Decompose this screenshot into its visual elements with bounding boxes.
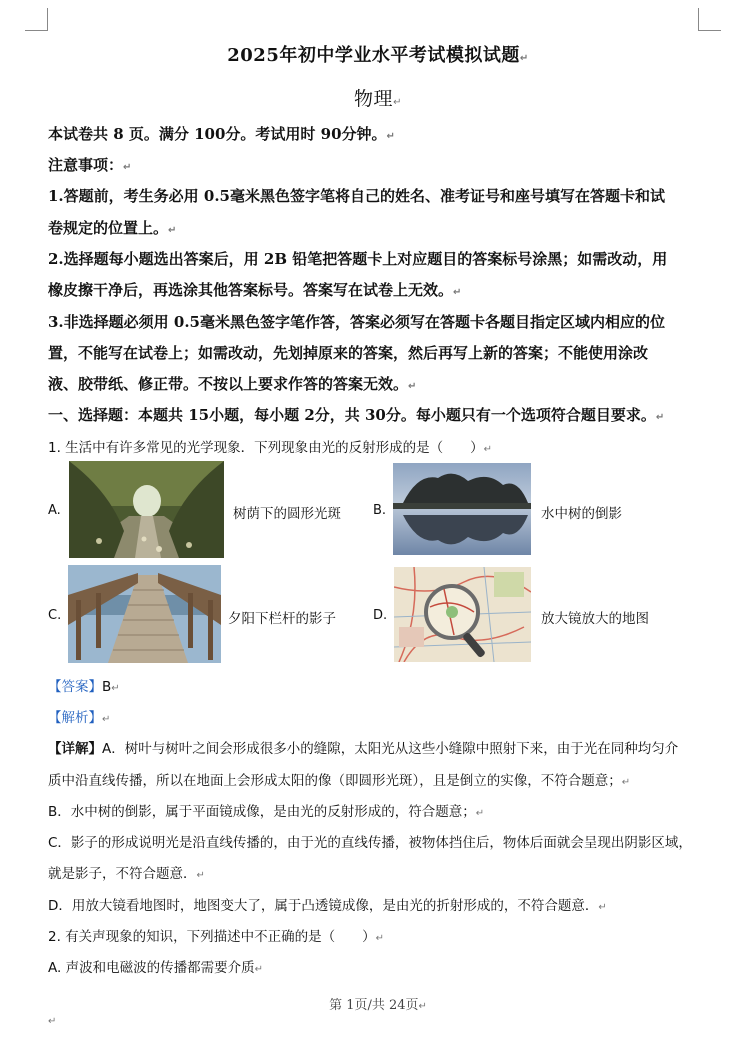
q1-option-d-label: D. [373,608,388,623]
q2-option-a: A. 声波和电磁波的传播都需要介质↵ [48,960,263,976]
detail-a-line-1: 【详解】A．树叶与树叶之间会形成很多小的缝隙，太阳光从这些小缝隙中照射下来，由于光在同种均匀介 [48,741,679,757]
rule-3-line-3: 液、胶带纸、修正带。不按以上要求作答的答案无效。↵ [48,375,417,393]
subject-title: 物理↵ [354,88,402,110]
tree-tunnel-photo [69,461,224,558]
answer-tag: 【答案】 [48,679,102,695]
q2-stem: 2. 有关声现象的知识，下列描述中不正确的是（ ）↵ [48,929,385,945]
q1-option-a-label: A. [48,503,61,518]
q1-answer: 【答案】B↵ [48,679,120,695]
q1-option-b-label: B. [373,503,387,518]
detail-tag: 【详解】 [48,741,102,757]
rule-3-line-1: 3.非选择题必须用 0.5毫米黑色签字笔作答，答案必须写在答题卡各题目指定区域内相应的位 [48,313,665,331]
exam-title: 2025年初中学业水平考试模拟试题↵ [227,45,529,66]
detail-a-line-2: 质中沿直线传播，所以在地面上会形成太阳的像（即圆形光斑），且是倒立的实像，不符合题意；↵ [48,773,631,789]
magnifier-map-photo [394,567,531,662]
q1-stem: 1. 生活中有许多常见的光学现象．下列现象由光的反射形成的是（ ）↵ [48,440,493,456]
notice-heading: 注意事项：↵ [48,156,132,174]
rule-2-line-1: 2.选择题每小题选出答案后，用 2B 铅笔把答题卡上对应题目的答案标号涂黑；如需改动，用 [48,250,668,268]
crop-mark-top-right [698,8,721,31]
q1-analysis-heading: 【解析】↵ [48,710,111,726]
boardwalk-railing-photo [68,565,221,663]
q1-option-b-text: 水中树的倒影 [541,506,622,522]
q1-option-c-text: 夕阳下栏杆的影子 [228,611,336,627]
detail-c-line-2: 就是影子，不符合题意．↵ [48,866,205,882]
page-footer: 第 1页/共 24页↵ [329,998,427,1013]
crop-mark-top-left [25,8,48,31]
tree-reflection-photo [393,463,531,555]
detail-b: B．水中树的倒影，属于平面镜成像，是由光的反射形成的，符合题意；↵ [48,804,485,820]
section-1-heading: 一、选择题：本题共 15小题，每小题 2分，共 30分。每小题只有一个选项符合题目要求。↵ [48,406,665,424]
detail-c-line-1: C．影子的形成说明光是沿直线传播的，由于光的直线传播，被物体挡住后，物体后面就会呈现出阴影区域， [48,835,692,851]
rule-2-line-2: 橡皮擦干净后，再选涂其他答案标号。答案写在试卷上无效。↵ [48,281,462,299]
q1-option-c-label: C. [48,608,62,623]
q1-option-a-text: 树荫下的圆形光斑 [233,506,341,522]
paragraph-mark: ↵ [48,1016,57,1027]
q1-option-d-text: 放大镜放大的地图 [541,611,649,627]
rule-1-line-1: 1.答题前，考生务必用 0.5毫米黑色签字笔将自己的姓名、准考证号和座号填写在答题卡和试 [48,187,665,205]
detail-d: D．用放大镜看地图时，地图变大了，属于凸透镜成像，是由光的折射形成的，不符合题意．↵ [48,898,607,914]
answer-value: B [102,679,112,695]
paper-info: 本试卷共 8 页。满分 100分。考试用时 90分钟。↵ [48,125,395,143]
rule-3-line-2: 置，不能写在试卷上；如需改动，先划掉原来的答案，然后再写上新的答案；不能使用涂改 [48,344,649,362]
rule-1-line-2: 卷规定的位置上。↵ [48,219,177,237]
